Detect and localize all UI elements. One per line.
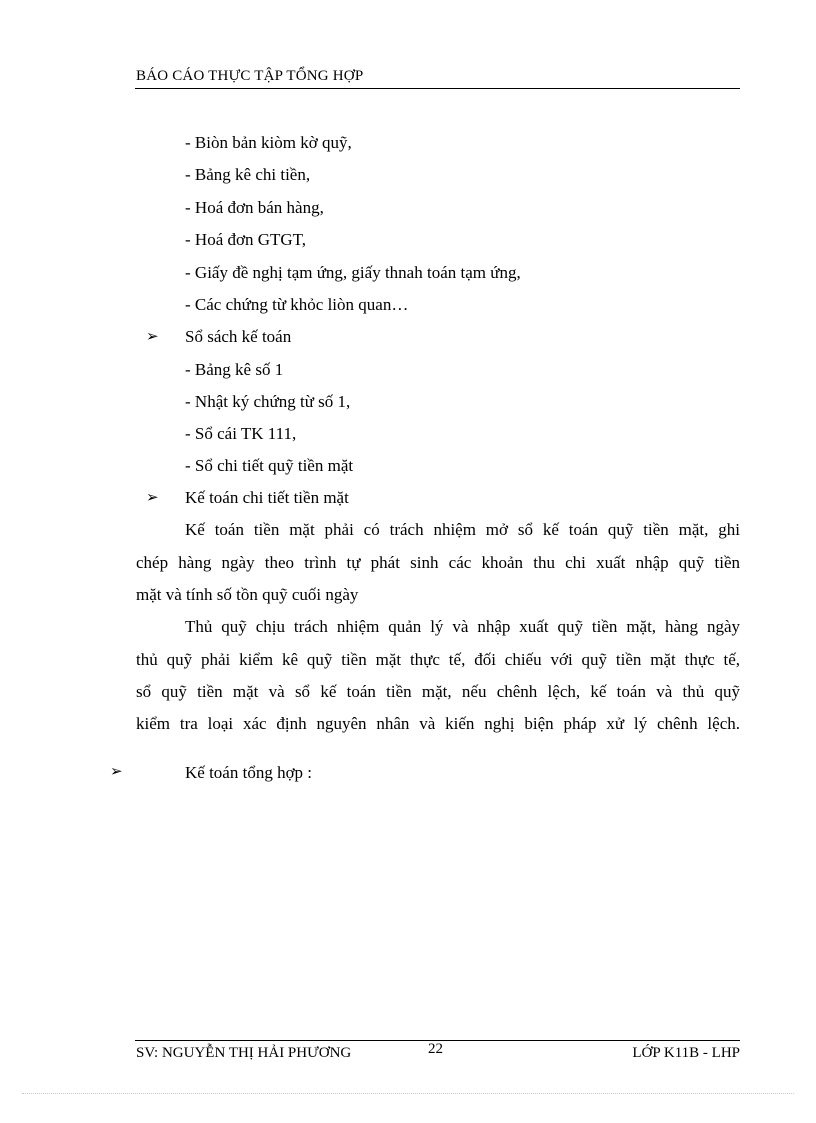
footer-class: LỚP K11B - LHP [632,1045,740,1061]
header-rule [135,88,740,89]
paragraph-line: Thủ quỹ chịu trách nhiệm quản lý và nhập xuất quỹ tiền mặt, hàng ngày [185,617,740,636]
list-item: - Bảng kê số 1 [185,360,284,379]
list-item: - Nhật ký chứng từ số 1, [185,392,351,411]
paragraph-line: sổ quỹ tiền mặt và sổ kế toán tiền mặt, nếu chênh lệch, kế toán và thủ quỹ [136,682,740,701]
section-heading-general: Kế toán tổng hợp : [185,763,313,782]
list-item: - Hoá đơn GTGT, [185,230,307,249]
footer-student: SV: NGUYỄN THỊ HẢI PHƯƠNG [136,1045,352,1061]
header-title: BÁO CÁO THỰC TẬP TỔNG HỢP [136,68,364,84]
list-item: - Các chứng từ khỏc liòn quan… [185,295,409,314]
paragraph-line: chép hàng ngày theo trình tự phát sinh các khoản thu chi xuất nhập quỹ tiền [136,553,740,572]
section-heading-books: Sổ sách kế toán [185,327,292,346]
arrow-bullet-icon: ➢ [146,329,159,345]
list-item: - Sổ chi tiết quỹ tiền mặt [185,456,354,475]
paragraph-line: mặt và tính số tồn quỹ cuối ngày [136,585,359,604]
list-item: - Bảng kê chi tiền, [185,165,311,184]
list-item: - Giấy đề nghị tạm ứng, giấy thnah toán tạm ứng, [185,263,521,282]
arrow-bullet-icon: ➢ [110,764,123,780]
page-number: 22 [428,1041,443,1057]
paragraph-line: kiểm tra loại xác định nguyên nhân và kiến nghị biện pháp xử lý chênh lệch. [136,714,740,733]
list-item: - Hoá đơn bán hàng, [185,198,324,217]
page-edge-divider [22,1093,794,1094]
list-item: - Sổ cái TK 111, [185,424,297,443]
list-item: - Biòn bản kiòm kờ quỹ, [185,133,352,152]
arrow-bullet-icon: ➢ [146,490,159,506]
paragraph-line: Kế toán tiền mặt phải có trách nhiệm mở sổ kế toán quỹ tiền mặt, ghi [185,520,740,539]
section-heading-detail: Kế toán chi tiết tiền mặt [185,488,349,507]
paragraph-line: thủ quỹ phải kiểm kê quỹ tiền mặt thực tế, đối chiếu với quỹ tiền mặt thực tế, [136,650,740,669]
